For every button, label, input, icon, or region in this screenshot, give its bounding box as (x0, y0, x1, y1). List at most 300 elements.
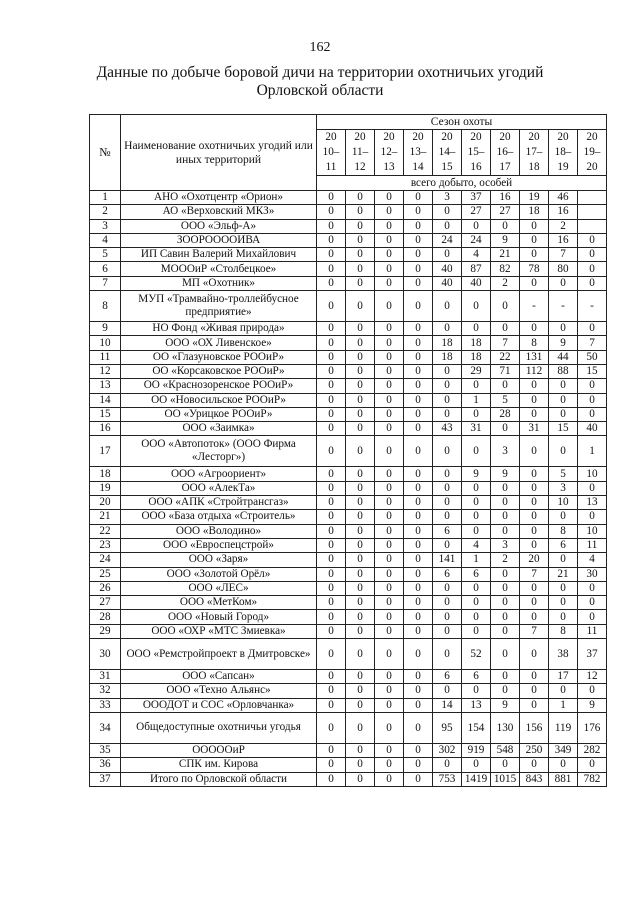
value-cell: 0 (404, 596, 433, 610)
value-cell: 0 (404, 639, 433, 670)
row-number: 1 (90, 191, 121, 205)
row-number: 23 (90, 538, 121, 552)
value-cell: 9 (549, 336, 578, 350)
value-cell: 0 (549, 596, 578, 610)
value-cell: - (549, 291, 578, 322)
value-cell: 0 (549, 436, 578, 467)
value-cell: 0 (346, 758, 375, 772)
value-cell: 0 (462, 407, 491, 421)
row-number: 32 (90, 684, 121, 698)
value-cell: 0 (520, 322, 549, 336)
header-season (549, 130, 578, 176)
value-cell: 141 (433, 553, 462, 567)
header-season-part: 19– (583, 146, 601, 158)
row-name: ООО «ЛЕС» (121, 581, 317, 595)
row-name: ООО «Новый Город» (121, 610, 317, 624)
value-cell: 0 (375, 610, 404, 624)
value-cell: 4 (462, 248, 491, 262)
row-number: 13 (90, 379, 121, 393)
value-cell: 0 (462, 496, 491, 510)
value-cell: 50 (578, 350, 607, 364)
table-row (90, 233, 607, 247)
value-cell: 0 (491, 684, 520, 698)
value-cell: 0 (375, 407, 404, 421)
row-name: ООО «База отдыха «Строитель» (121, 510, 317, 524)
value-cell: 0 (375, 291, 404, 322)
value-cell: 31 (462, 422, 491, 436)
row-number: 25 (90, 567, 121, 581)
value-cell: 0 (578, 379, 607, 393)
value-cell: 0 (404, 291, 433, 322)
value-cell: 0 (404, 248, 433, 262)
value-cell: 0 (520, 596, 549, 610)
value-cell: 10 (578, 467, 607, 481)
table-row (90, 350, 607, 364)
value-cell: 0 (404, 436, 433, 467)
value-cell: 0 (578, 407, 607, 421)
value-cell: 0 (346, 684, 375, 698)
game-harvest-table (89, 114, 607, 787)
value-cell: 0 (346, 510, 375, 524)
value-cell: 0 (317, 436, 346, 467)
row-name: АО «Верховский МКЗ» (121, 205, 317, 219)
row-number: 35 (90, 743, 121, 757)
value-cell: 0 (317, 467, 346, 481)
value-cell: 9 (491, 233, 520, 247)
value-cell: 0 (346, 219, 375, 233)
header-season (491, 130, 520, 176)
value-cell: 9 (491, 698, 520, 712)
value-cell: - (578, 291, 607, 322)
value-cell: 0 (375, 758, 404, 772)
value-cell: 0 (346, 191, 375, 205)
value-cell: 10 (549, 496, 578, 510)
row-name: МП «Охотник» (121, 276, 317, 290)
table-row (90, 596, 607, 610)
value-cell (578, 219, 607, 233)
value-cell: 0 (317, 191, 346, 205)
value-cell: 0 (578, 393, 607, 407)
value-cell: 0 (433, 364, 462, 378)
header-season-part: 16– (496, 146, 514, 158)
value-cell: 0 (578, 610, 607, 624)
value-cell: 0 (317, 712, 346, 743)
value-cell: 7 (549, 248, 578, 262)
value-cell: 0 (404, 467, 433, 481)
row-name: ОООДОТ и СОС «Орловчанка» (121, 698, 317, 712)
value-cell: 7 (520, 624, 549, 638)
value-cell: 5 (491, 393, 520, 407)
row-number: 22 (90, 524, 121, 538)
value-cell: 0 (433, 393, 462, 407)
value-cell: 17 (549, 670, 578, 684)
value-cell: 24 (433, 233, 462, 247)
value-cell: 15 (578, 364, 607, 378)
value-cell: 0 (462, 510, 491, 524)
value-cell: 0 (520, 524, 549, 538)
value-cell: 40 (433, 276, 462, 290)
value-cell: 0 (491, 481, 520, 495)
value-cell: 0 (520, 581, 549, 595)
value-cell: 0 (433, 596, 462, 610)
row-number: 5 (90, 248, 121, 262)
value-cell: 0 (317, 205, 346, 219)
value-cell: 40 (578, 422, 607, 436)
value-cell: 282 (578, 743, 607, 757)
value-cell: 18 (520, 205, 549, 219)
value-cell: 0 (578, 276, 607, 290)
value-cell: 0 (375, 581, 404, 595)
value-cell: 0 (549, 553, 578, 567)
header-season-part: 20 (470, 131, 482, 143)
row-number: 12 (90, 364, 121, 378)
row-number: 10 (90, 336, 121, 350)
value-cell: 71 (491, 364, 520, 378)
value-cell: 0 (404, 407, 433, 421)
value-cell: 0 (317, 596, 346, 610)
value-cell: 0 (462, 684, 491, 698)
header-season-part: 20 (586, 131, 598, 143)
value-cell: 0 (346, 772, 375, 786)
table-row (90, 481, 607, 495)
value-cell: 881 (549, 772, 578, 786)
row-name: ООО «АПК «Стройтрансгаз» (121, 496, 317, 510)
value-cell: 0 (491, 567, 520, 581)
value-cell: 0 (491, 524, 520, 538)
row-number: 2 (90, 205, 121, 219)
header-season-part: 19 (557, 161, 569, 173)
value-cell: 0 (491, 510, 520, 524)
value-cell: 8 (549, 524, 578, 538)
row-name: ООО «Ремстройпроект в Дмитровске» (121, 639, 317, 670)
value-cell: 0 (317, 393, 346, 407)
table-row (90, 758, 607, 772)
value-cell: 843 (520, 772, 549, 786)
value-cell: 0 (346, 276, 375, 290)
table-row (90, 422, 607, 436)
value-cell: 0 (462, 524, 491, 538)
value-cell: 0 (317, 364, 346, 378)
row-name: ООО «Евроспецстрой» (121, 538, 317, 552)
value-cell: 0 (375, 262, 404, 276)
value-cell: 0 (404, 624, 433, 638)
value-cell: 87 (462, 262, 491, 276)
value-cell: 0 (462, 379, 491, 393)
value-cell: 0 (491, 758, 520, 772)
row-number: 29 (90, 624, 121, 638)
value-cell: 176 (578, 712, 607, 743)
row-number: 11 (90, 350, 121, 364)
value-cell: 0 (346, 624, 375, 638)
value-cell: 0 (375, 276, 404, 290)
value-cell: 7 (520, 567, 549, 581)
value-cell: 349 (549, 743, 578, 757)
row-number: 31 (90, 670, 121, 684)
value-cell: 0 (346, 610, 375, 624)
value-cell: 13 (462, 698, 491, 712)
value-cell: 0 (375, 379, 404, 393)
row-name: Итого по Орловской области (121, 772, 317, 786)
value-cell: 82 (491, 262, 520, 276)
table-row (90, 205, 607, 219)
row-name: ОО «Новосильское РООиР» (121, 393, 317, 407)
value-cell: 0 (578, 322, 607, 336)
table-row (90, 364, 607, 378)
value-cell: 0 (375, 567, 404, 581)
value-cell: 0 (317, 407, 346, 421)
value-cell: 0 (317, 553, 346, 567)
row-name: ОО «Корсаковское РООиР» (121, 364, 317, 378)
value-cell: 0 (578, 510, 607, 524)
value-cell: 0 (317, 684, 346, 698)
value-cell: 0 (346, 698, 375, 712)
value-cell: 7 (578, 336, 607, 350)
value-cell: 0 (375, 698, 404, 712)
value-cell: 0 (317, 581, 346, 595)
value-cell: 0 (520, 219, 549, 233)
value-cell: 0 (375, 684, 404, 698)
value-cell: 0 (491, 670, 520, 684)
value-cell: 0 (462, 219, 491, 233)
value-cell: 0 (346, 596, 375, 610)
value-cell: 0 (520, 510, 549, 524)
value-cell: 250 (520, 743, 549, 757)
value-cell: 0 (375, 467, 404, 481)
value-cell: 43 (433, 422, 462, 436)
value-cell: 0 (404, 379, 433, 393)
value-cell: 0 (346, 743, 375, 757)
value-cell: 0 (491, 581, 520, 595)
header-season-part: 17 (499, 161, 511, 173)
header-season (462, 130, 491, 176)
value-cell: 0 (375, 350, 404, 364)
value-cell: 0 (317, 336, 346, 350)
value-cell: 0 (433, 624, 462, 638)
value-cell: 0 (346, 393, 375, 407)
header-season-part: 14– (438, 146, 456, 158)
header-season (520, 130, 549, 176)
value-cell: 37 (578, 639, 607, 670)
value-cell: 0 (317, 524, 346, 538)
row-name: ООО «ОХ Ливенское» (121, 336, 317, 350)
value-cell: 0 (346, 538, 375, 552)
value-cell: 0 (375, 205, 404, 219)
value-cell: - (520, 291, 549, 322)
value-cell: 21 (549, 567, 578, 581)
value-cell: 0 (491, 624, 520, 638)
value-cell: 0 (433, 322, 462, 336)
value-cell: 0 (433, 538, 462, 552)
value-cell: 0 (404, 276, 433, 290)
table-row (90, 553, 607, 567)
header-season-part: 20 (528, 131, 540, 143)
header-season-part: 20 (586, 161, 598, 173)
table-row (90, 538, 607, 552)
header-season-part: 20 (441, 131, 453, 143)
value-cell: 0 (404, 684, 433, 698)
header-season-part: 14 (412, 161, 424, 173)
value-cell: 13 (578, 496, 607, 510)
value-cell: 0 (549, 684, 578, 698)
value-cell: 0 (317, 233, 346, 247)
value-cell: 3 (433, 191, 462, 205)
value-cell: 0 (317, 496, 346, 510)
value-cell: 0 (317, 291, 346, 322)
value-cell: 0 (491, 496, 520, 510)
value-cell: 0 (520, 481, 549, 495)
table-row (90, 772, 607, 786)
value-cell: 753 (433, 772, 462, 786)
row-number: 36 (90, 758, 121, 772)
value-cell: 0 (346, 350, 375, 364)
row-number: 19 (90, 481, 121, 495)
row-name: МОООиР «Столбецкое» (121, 262, 317, 276)
value-cell: 0 (375, 191, 404, 205)
value-cell: 0 (404, 567, 433, 581)
header-season (578, 130, 607, 176)
header-season-group: Сезон охоты (317, 115, 607, 130)
value-cell: 0 (375, 596, 404, 610)
value-cell: 0 (404, 610, 433, 624)
row-number: 34 (90, 712, 121, 743)
value-cell: 0 (491, 291, 520, 322)
value-cell: 0 (520, 496, 549, 510)
value-cell: 3 (549, 481, 578, 495)
row-name: АНО «Охотцентр «Орион» (121, 191, 317, 205)
value-cell: 0 (491, 596, 520, 610)
value-cell: 302 (433, 743, 462, 757)
value-cell: 0 (578, 581, 607, 595)
value-cell: 0 (346, 581, 375, 595)
value-cell: 0 (578, 684, 607, 698)
header-season-part: 20 (412, 131, 424, 143)
table-row (90, 276, 607, 290)
value-cell: 0 (404, 538, 433, 552)
value-cell: 0 (317, 743, 346, 757)
value-cell: 0 (520, 538, 549, 552)
value-cell: 0 (404, 481, 433, 495)
value-cell: 0 (433, 291, 462, 322)
value-cell: 0 (491, 379, 520, 393)
table-row (90, 524, 607, 538)
value-cell: 1419 (462, 772, 491, 786)
header-season-part: 20 (499, 131, 511, 143)
header-season-part: 12 (354, 161, 366, 173)
value-cell: 0 (375, 772, 404, 786)
value-cell: 52 (462, 639, 491, 670)
value-cell: 0 (491, 422, 520, 436)
value-cell: 0 (346, 291, 375, 322)
value-cell: 0 (346, 712, 375, 743)
value-cell: 0 (317, 276, 346, 290)
header-season-part: 20 (557, 131, 569, 143)
value-cell: 0 (317, 538, 346, 552)
table-row (90, 436, 607, 467)
value-cell: 0 (520, 436, 549, 467)
table-row (90, 712, 607, 743)
value-cell: 15 (549, 422, 578, 436)
row-number: 30 (90, 639, 121, 670)
value-cell: 131 (520, 350, 549, 364)
row-number: 9 (90, 322, 121, 336)
row-name: ООО «Заимка» (121, 422, 317, 436)
value-cell: 0 (433, 684, 462, 698)
value-cell: 0 (404, 581, 433, 595)
value-cell: 0 (578, 262, 607, 276)
header-season-part: 15 (441, 161, 453, 173)
value-cell: 0 (462, 481, 491, 495)
value-cell: 9 (578, 698, 607, 712)
value-cell: 0 (375, 481, 404, 495)
value-cell: 0 (520, 248, 549, 262)
table-row (90, 698, 607, 712)
value-cell: 0 (317, 670, 346, 684)
value-cell: 0 (346, 262, 375, 276)
value-cell: 119 (549, 712, 578, 743)
value-cell: 0 (433, 610, 462, 624)
value-cell: 0 (520, 407, 549, 421)
value-cell: 38 (549, 639, 578, 670)
row-number: 27 (90, 596, 121, 610)
value-cell: 0 (317, 422, 346, 436)
value-cell: 0 (433, 407, 462, 421)
value-cell: 0 (404, 496, 433, 510)
value-cell: 0 (346, 322, 375, 336)
row-number: 24 (90, 553, 121, 567)
value-cell: 0 (491, 219, 520, 233)
row-number: 17 (90, 436, 121, 467)
header-season-part: 13– (409, 146, 427, 158)
table-row (90, 567, 607, 581)
header-season-part: 20 (354, 131, 366, 143)
value-cell: 40 (462, 276, 491, 290)
value-cell: 0 (433, 379, 462, 393)
value-cell: 0 (346, 422, 375, 436)
value-cell: 6 (549, 538, 578, 552)
row-name: ОООООиР (121, 743, 317, 757)
value-cell: 154 (462, 712, 491, 743)
value-cell: 16 (491, 191, 520, 205)
row-name: ООО «Сапсан» (121, 670, 317, 684)
value-cell: 78 (520, 262, 549, 276)
value-cell: 0 (549, 758, 578, 772)
header-season-part: 10– (322, 146, 340, 158)
value-cell: 6 (462, 670, 491, 684)
value-cell: 0 (578, 481, 607, 495)
value-cell: 0 (346, 553, 375, 567)
header-season (375, 130, 404, 176)
value-cell: 95 (433, 712, 462, 743)
value-cell: 0 (375, 364, 404, 378)
value-cell: 3 (491, 538, 520, 552)
page-title (60, 64, 580, 100)
value-cell: 88 (549, 364, 578, 378)
value-cell: 0 (375, 248, 404, 262)
value-cell: 0 (404, 772, 433, 786)
value-cell: 0 (549, 610, 578, 624)
value-cell: 0 (346, 496, 375, 510)
value-cell: 0 (317, 322, 346, 336)
value-cell: 0 (549, 393, 578, 407)
value-cell: 782 (578, 772, 607, 786)
value-cell: 9 (491, 467, 520, 481)
value-cell: 21 (491, 248, 520, 262)
value-cell: 0 (375, 336, 404, 350)
header-unit: всего добыто, особей (317, 176, 607, 191)
value-cell: 0 (317, 624, 346, 638)
value-cell: 1 (549, 698, 578, 712)
table-row (90, 336, 607, 350)
